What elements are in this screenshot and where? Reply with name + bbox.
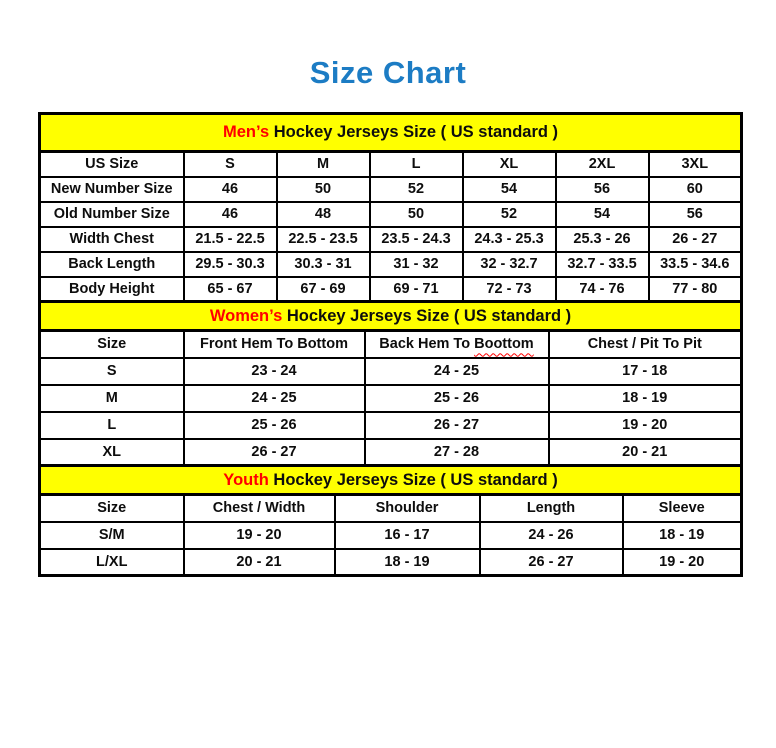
row-header: XL: [40, 439, 184, 466]
youth-section-header-row: [40, 466, 742, 495]
back-hem-label-prefix: Back Hem To: [379, 336, 471, 353]
row-header: L/XL: [40, 549, 184, 576]
row-header: Body Height: [40, 277, 184, 302]
size-value-cell: 56: [649, 202, 742, 227]
row-header: New Number Size: [40, 177, 184, 202]
womens-header-row: [40, 331, 742, 358]
row-header: M: [40, 385, 184, 412]
mens-section-title-highlight: Men’s: [222, 123, 270, 142]
size-value-cell: 26 - 27: [480, 549, 623, 576]
table-row: [40, 549, 742, 576]
size-value-cell: 20 - 21: [184, 549, 335, 576]
column-header-xl: XL: [463, 152, 556, 177]
column-header-chest-width: Chest / Width: [184, 495, 335, 522]
size-value-cell: 24 - 25: [184, 385, 365, 412]
size-value-cell: 26 - 27: [649, 227, 742, 252]
size-value-cell: 19 - 20: [549, 412, 742, 439]
size-value-cell: 52: [463, 202, 556, 227]
size-value-cell: 72 - 73: [463, 277, 556, 302]
column-header-back-hem: [365, 331, 549, 358]
mens-size-table: [38, 112, 743, 303]
size-value-cell: 69 - 71: [370, 277, 463, 302]
size-value-cell: 52: [370, 177, 463, 202]
column-header-size: Size: [40, 495, 184, 522]
column-header-3xl: 3XL: [649, 152, 742, 177]
size-value-cell: 25 - 26: [365, 385, 549, 412]
row-header: Back Length: [40, 252, 184, 277]
mens-header-row: [40, 152, 742, 177]
column-header-us-size: US Size: [40, 152, 184, 177]
size-value-cell: 23 - 24: [184, 358, 365, 385]
youth-section-title: [40, 466, 742, 495]
youth-section-title-highlight: Youth: [223, 470, 269, 489]
size-value-cell: 67 - 69: [277, 277, 370, 302]
mens-section-title-rest: Hockey Jerseys Size ( US standard ): [273, 123, 559, 142]
mens-section-header-row: [40, 114, 742, 152]
table-row: [40, 412, 742, 439]
size-value-cell: 24 - 26: [480, 522, 623, 549]
table-row: [40, 202, 742, 227]
size-value-cell: 25.3 - 26: [556, 227, 649, 252]
column-header-shoulder: Shoulder: [335, 495, 480, 522]
page-title: Size Chart: [309, 55, 467, 90]
womens-section-title-rest: Hockey Jerseys Size ( US standard ): [286, 306, 572, 325]
size-value-cell: 20 - 21: [549, 439, 742, 466]
size-value-cell: 56: [556, 177, 649, 202]
womens-section-title-highlight: Women’s: [209, 306, 283, 325]
table-row: [40, 252, 742, 277]
column-header-chest: Chest / Pit To Pit: [549, 331, 742, 358]
row-header: Old Number Size: [40, 202, 184, 227]
size-value-cell: 19 - 20: [184, 522, 335, 549]
size-value-cell: 30.3 - 31: [277, 252, 370, 277]
column-header-m: M: [277, 152, 370, 177]
youth-size-table: [38, 464, 743, 577]
back-hem-label-misspelled: Boottom: [474, 336, 534, 353]
size-value-cell: 77 - 80: [649, 277, 742, 302]
size-value-cell: 24 - 25: [365, 358, 549, 385]
size-value-cell: 32 - 32.7: [463, 252, 556, 277]
size-value-cell: 50: [370, 202, 463, 227]
size-chart-page: [0, 56, 776, 577]
size-value-cell: 24.3 - 25.3: [463, 227, 556, 252]
size-value-cell: 18 - 19: [623, 522, 742, 549]
size-value-cell: 31 - 32: [370, 252, 463, 277]
size-value-cell: 18 - 19: [335, 549, 480, 576]
row-header: S: [40, 358, 184, 385]
size-value-cell: 17 - 18: [549, 358, 742, 385]
table-row: [40, 385, 742, 412]
column-header-length: Length: [480, 495, 623, 522]
row-header: Width Chest: [40, 227, 184, 252]
mens-section-title: [40, 114, 742, 152]
size-value-cell: 19 - 20: [623, 549, 742, 576]
column-header-s: S: [184, 152, 277, 177]
size-value-cell: 26 - 27: [365, 412, 549, 439]
table-row: [40, 277, 742, 302]
size-value-cell: 22.5 - 23.5: [277, 227, 370, 252]
table-row: [40, 522, 742, 549]
size-value-cell: 46: [184, 202, 277, 227]
column-header-front-hem: Front Hem To Bottom: [184, 331, 365, 358]
size-value-cell: 60: [649, 177, 742, 202]
table-row: [40, 358, 742, 385]
column-header-sleeve: Sleeve: [623, 495, 742, 522]
size-value-cell: 46: [184, 177, 277, 202]
table-row: [40, 439, 742, 466]
size-value-cell: 27 - 28: [365, 439, 549, 466]
size-value-cell: 25 - 26: [184, 412, 365, 439]
youth-header-row: [40, 495, 742, 522]
size-value-cell: 29.5 - 30.3: [184, 252, 277, 277]
size-value-cell: 18 - 19: [549, 385, 742, 412]
womens-section-header-row: [40, 302, 742, 331]
size-value-cell: 48: [277, 202, 370, 227]
size-value-cell: 16 - 17: [335, 522, 480, 549]
row-header: S/M: [40, 522, 184, 549]
womens-section-title: [40, 302, 742, 331]
size-tables: [38, 112, 740, 577]
size-value-cell: 74 - 76: [556, 277, 649, 302]
womens-size-table: [38, 300, 743, 467]
size-value-cell: 54: [463, 177, 556, 202]
youth-section-title-rest: Hockey Jerseys Size ( US standard ): [273, 470, 558, 489]
size-value-cell: 32.7 - 33.5: [556, 252, 649, 277]
size-value-cell: 33.5 - 34.6: [649, 252, 742, 277]
table-row: [40, 177, 742, 202]
size-value-cell: 50: [277, 177, 370, 202]
column-header-2xl: 2XL: [556, 152, 649, 177]
size-value-cell: 65 - 67: [184, 277, 277, 302]
column-header-size: Size: [40, 331, 184, 358]
column-header-l: L: [370, 152, 463, 177]
row-header: L: [40, 412, 184, 439]
size-value-cell: 21.5 - 22.5: [184, 227, 277, 252]
size-value-cell: 26 - 27: [184, 439, 365, 466]
table-row: [40, 227, 742, 252]
size-value-cell: 23.5 - 24.3: [370, 227, 463, 252]
size-value-cell: 54: [556, 202, 649, 227]
